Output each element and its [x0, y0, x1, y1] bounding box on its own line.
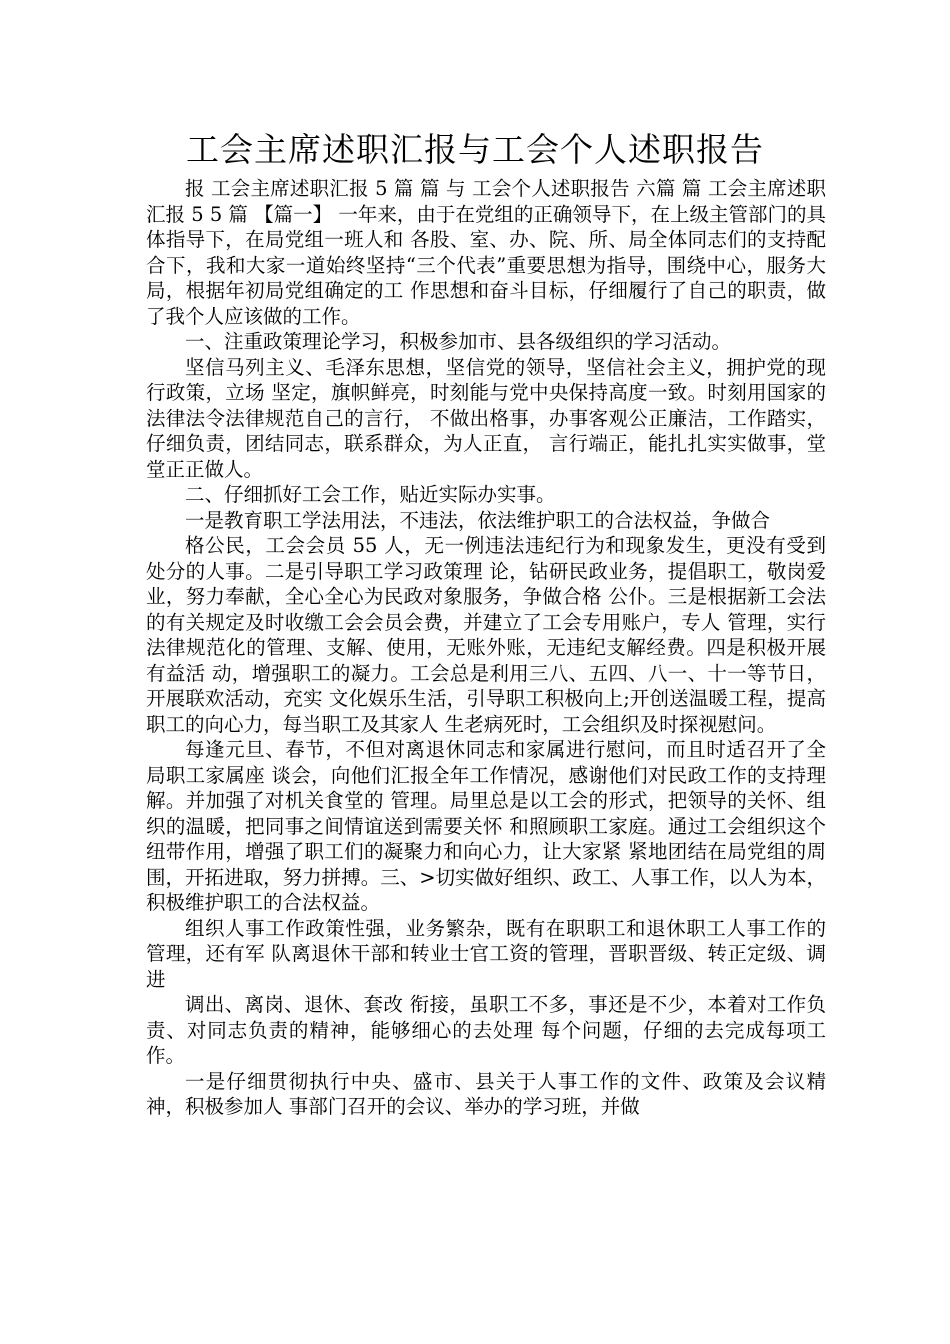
paragraph-section-2-item-1: 一是教育职工学法用法，不违法，依法维护职工的合法权益，争做合	[185, 508, 771, 532]
paragraph-section-1-heading: 一、注重政策理论学习，积极参加市、县各级组织的学习活动。	[185, 330, 732, 353]
paragraph-personnel-work: 组织人事工作政策性强，业务繁杂，既有在职职工和退休职工人事工作的管理，还有军 队离退休干部和转业士官工资的管理，晋职晋级、转正定级、调进	[146, 916, 826, 991]
paragraph-intro: 报 工会主席述职汇报 5 篇 篇 与 工会个人述职报告 六篇 篇 工会主席述职汇报 5 5 篇 【篇一】 一年来，由于在党组的正确领导下，在上级主管部门的具体指导下，在局党组一班人和 各股、室、办、院、所、局全体同志们的支持配合下，我和大家一道始终坚持“三个代表”重要思想为指导，围绕中心，服务大局，根据年初局党组确定的工 作思想和奋斗目标，仔细履行了自己的职责，做了我个人应该做的工作。	[146, 177, 826, 328]
paragraph-festival-care: 每逢元旦、春节，不但对离退休同志和家属进行慰问，而且时适召开了全局职工家属座 谈会，向他们汇报全年工作情况，感谢他们对民政工作的支持理解。并加强了对机关食堂的 管理。局里总是以工会的形式，把领导的关怀、组织的温暖，把同事之间情谊送到需要关怀 和照顾职工家庭。通过工会组织这个纽带作用，增强了职工们的凝聚力和向心力，让大家紧 紧地团结在局党组的周围，开拓进取，努力拼搏。三、>切实做好组织、政工、人事工作，以人为本，积极维护职工的合法权益。	[146, 738, 826, 914]
document-title: 工会主席述职汇报与工会个人述职报告	[186, 130, 764, 169]
paragraph-implementation: 一是仔细贯彻执行中央、盛市、县关于人事工作的文件、政策及会议精神，积极参加人 事部门召开的会议、举办的学习班，并做	[146, 1069, 826, 1118]
document-body	[146, 176, 826, 1120]
paragraph-section-2-body: 格公民，工会会员 55 人，无一例违法违纪行为和现象发生，更没有受到处分的人事。二是引导职工学习政策理 论，钻研民政业务，提倡职工，敬岗爱业，努力奉献，全心全心为民政对象服务，争做合格 公仆。三是根据新工会法的有关规定及时收缴工会会员会费，并建立了工会专用账户，专人 管理，实行法律规范化的管理、支解、使用，无账外账，无违纪支解经费。四是积极开展有益活 动，增强职工的凝力。工会总是利用三八、五四、八一、十一等节日，开展联欢活动，充实 文化娱乐生活，引导职工积极向上;开创送温暖工程，提高职工的向心力，每当职工及其家人 生老病死时，工会组织及时探视慰问。	[146, 534, 826, 736]
paragraph-section-2-heading: 二、仔细抓好工会工作，贴近实际办实事。	[185, 483, 556, 506]
paragraph-personnel-transfer: 调出、离岗、退休、套改 衔接，虽职工不多，事还是不少，本着对工作负责、对同志负责的精神，能够细心的去处理 每个问题，仔细的去完成每项工作。	[146, 993, 826, 1067]
paragraph-section-1-body: 坚信马列主义、毛泽东思想，坚信党的领导，坚信社会主义，拥护党的现行政策，立场 坚定，旗帜鲜亮，时刻能与党中央保持高度一致。时刻用国家的法律法令法律规范自己的言行， 不做出格事，办事客观公正廉洁，工作踏实，仔细负责，团结同志，联系群众，为人正直， 言行端正，能扎扎实实做事，堂堂正正做人。	[146, 355, 826, 481]
